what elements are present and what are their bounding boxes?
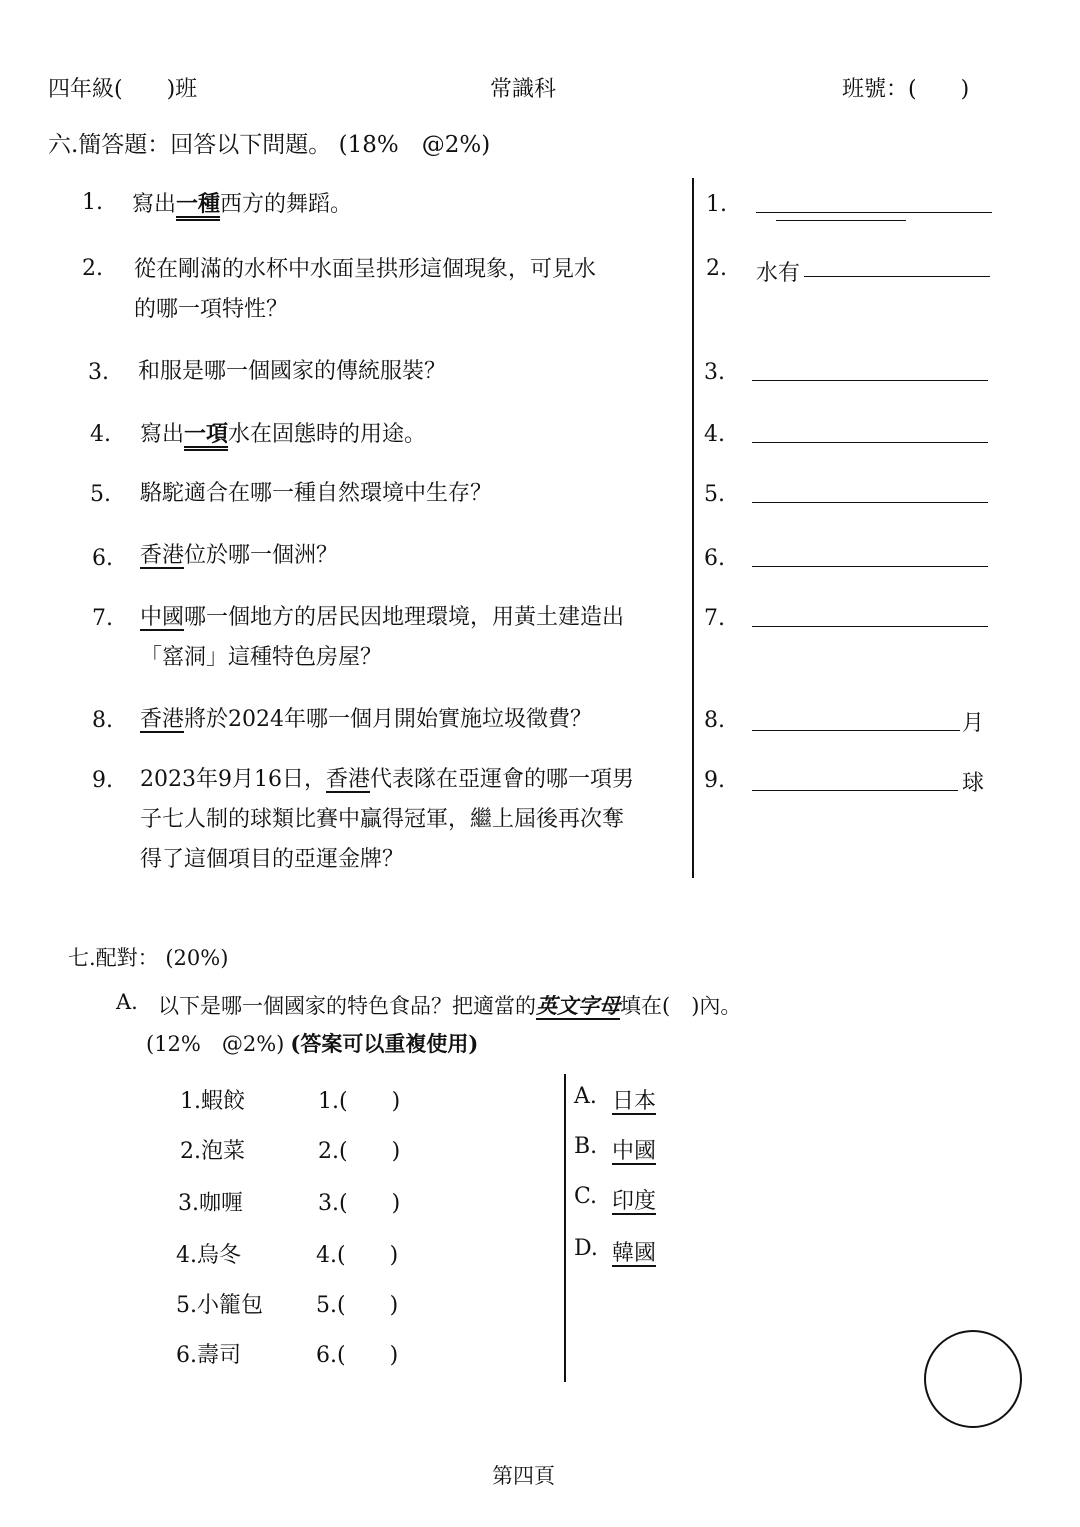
- class-label: 四年級( )班: [48, 77, 198, 102]
- food-item: 6.壽司: [176, 1343, 241, 1368]
- question-number: 6.: [92, 546, 113, 571]
- answer-number: 3.: [704, 360, 725, 385]
- answer-number: 4.: [704, 422, 725, 447]
- answer-number: 7.: [704, 606, 725, 631]
- question-number: 2.: [82, 256, 103, 281]
- country-name: 日本: [612, 1089, 657, 1114]
- question-text: 中國哪一個地方的居民因地理環境，用黃土建造出: [140, 605, 625, 630]
- section6-title: 六.簡答題：回答以下問題。 (18% @2%): [48, 132, 491, 158]
- food-answer-blank[interactable]: 4.( ): [316, 1243, 399, 1268]
- question-text: 和服是哪一個國家的傳統服裝？: [138, 359, 447, 384]
- question-text-line2: 「窰洞」這種特色房屋？: [140, 645, 383, 670]
- question-number: 4.: [90, 422, 111, 447]
- answer-line[interactable]: [752, 790, 958, 791]
- food-answer-blank[interactable]: 2.( ): [318, 1139, 401, 1164]
- answer-suffix: 月: [962, 711, 985, 736]
- answer-number: 5.: [704, 482, 725, 507]
- question-text: 寫出一種西方的舞蹈。: [132, 191, 353, 217]
- section7-title: 七.配對： (20%): [68, 946, 229, 970]
- food-item: 3.咖喱: [178, 1191, 243, 1216]
- answer-number: 2.: [706, 256, 727, 281]
- answer-line[interactable]: [804, 276, 990, 277]
- food-item: 2.泡菜: [180, 1139, 245, 1164]
- question-number: 7.: [92, 606, 113, 631]
- question-text: 2023年9月16日，香港代表隊在亞運會的哪一項男: [140, 767, 635, 792]
- answer-line[interactable]: [752, 380, 988, 381]
- answer-number: 9.: [704, 768, 725, 793]
- answer-line[interactable]: [756, 212, 992, 213]
- country-letter: B.: [574, 1134, 598, 1159]
- answer-line[interactable]: [752, 566, 988, 567]
- question-number: 8.: [92, 708, 113, 733]
- country-letter: C.: [574, 1184, 598, 1209]
- country-letter: A.: [574, 1084, 597, 1109]
- question-text-line2: 的哪一項特性？: [134, 297, 289, 322]
- question-text-line3: 得了這個項目的亞運金牌？: [140, 847, 405, 872]
- question-text: 從在剛滿的水杯中水面呈拱形這個現象，可見水: [134, 257, 597, 282]
- question-text: 香港位於哪一個洲？: [140, 543, 339, 568]
- answer-prefix: 水有: [756, 261, 801, 286]
- answer-number: 6.: [704, 546, 725, 571]
- answer-number: 8.: [704, 708, 725, 733]
- question-text: 駱駝適合在哪一種自然環境中生存？: [140, 481, 493, 506]
- answer-line[interactable]: [752, 502, 988, 503]
- answer-column-divider: [692, 178, 694, 878]
- question-text: 寫出一項水在固態時的用途。: [140, 421, 427, 447]
- part-a-marks: (12% @2%) (答案可以重複使用): [146, 1031, 479, 1056]
- answer-line[interactable]: [752, 442, 988, 443]
- food-answer-blank[interactable]: 5.( ): [316, 1293, 399, 1318]
- answer-line[interactable]: [752, 730, 960, 731]
- food-answer-blank[interactable]: 3.( ): [318, 1191, 401, 1216]
- seat-number-label: 班號：( ): [842, 77, 970, 102]
- question-number: 9.: [92, 768, 113, 793]
- country-name: 印度: [612, 1189, 657, 1214]
- country-name: 韓國: [612, 1241, 657, 1266]
- matching-divider: [564, 1074, 566, 1382]
- question-number: 1.: [82, 190, 103, 215]
- country-letter: D.: [574, 1236, 598, 1261]
- question-number: 3.: [88, 360, 109, 385]
- part-a-instruction: 以下是哪一個國家的特色食品？把適當的英文字母填在( )內。: [158, 993, 742, 1018]
- food-answer-blank[interactable]: 1.( ): [318, 1089, 401, 1114]
- food-item: 5.小籠包: [176, 1293, 263, 1318]
- question-number: 5.: [90, 482, 111, 507]
- country-name: 中國: [612, 1139, 657, 1164]
- answer-suffix: 球: [962, 771, 985, 796]
- page-number: 第四頁: [492, 1464, 555, 1488]
- part-a-label: A.: [116, 990, 138, 1014]
- food-item: 1.蝦餃: [180, 1089, 245, 1114]
- answer-line[interactable]: [752, 626, 988, 627]
- food-answer-blank[interactable]: 6.( ): [316, 1343, 399, 1368]
- score-circle: [924, 1330, 1022, 1428]
- question-text-line2: 子七人制的球類比賽中贏得冠軍，繼上屆後再次奪: [140, 807, 625, 832]
- question-text: 香港將於2024年哪一個月開始實施垃圾徵費？: [140, 707, 593, 732]
- answer-number: 1.: [706, 192, 727, 217]
- subject-title: 常識科: [490, 77, 557, 102]
- food-item: 4.烏冬: [176, 1243, 241, 1268]
- answer-line-extra: [776, 220, 906, 221]
